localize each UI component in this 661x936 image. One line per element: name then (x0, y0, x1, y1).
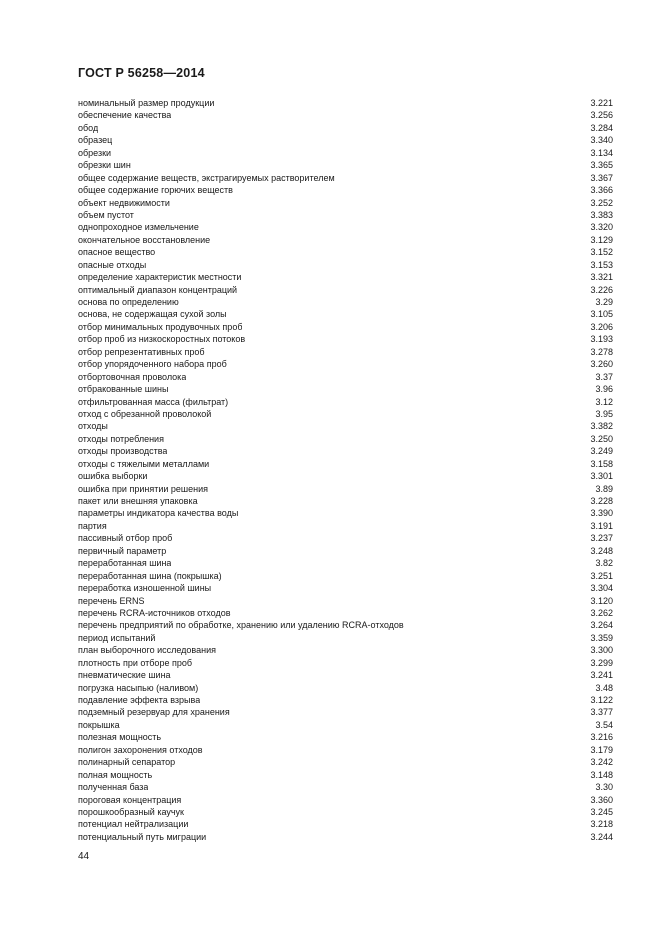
index-reference: 3.152 (590, 247, 613, 258)
index-term: определение характеристик местности (78, 272, 242, 283)
index-entry (78, 607, 613, 619)
index-term: подземный резервуар для хранения (78, 707, 230, 718)
index-reference: 3.244 (590, 831, 613, 842)
index-reference: 3.340 (590, 135, 613, 146)
index-term: потенциал нейтрализации (78, 819, 189, 830)
index-reference: 3.82 (595, 558, 613, 569)
index-reference: 3.367 (590, 172, 613, 183)
index-reference: 3.251 (590, 570, 613, 581)
index-reference: 3.300 (590, 645, 613, 656)
index-reference: 3.390 (590, 508, 613, 519)
index-reference: 3.179 (590, 744, 613, 755)
index-reference: 3.250 (590, 433, 613, 444)
index-entry (78, 557, 613, 569)
index-term: плотность при отборе проб (78, 657, 192, 668)
index-reference: 3.359 (590, 632, 613, 643)
index-term: пакет или внешняя упаковка (78, 496, 198, 506)
index-entry (78, 420, 613, 432)
index-reference: 3.134 (590, 147, 613, 158)
index-term: погрузка насыпью (наливом) (78, 682, 199, 693)
index-reference: 3.216 (590, 732, 613, 743)
index-reference: 3.365 (590, 160, 613, 171)
index-reference: 3.96 (595, 384, 613, 395)
index-term: переработанная шина (покрышка) (78, 570, 222, 581)
index-term: отбор упорядоченного набора проб (78, 359, 227, 370)
index-term: параметры индикатора качества воды (78, 508, 239, 519)
index-reference: 3.301 (590, 471, 613, 482)
index-entry (78, 818, 613, 830)
index-reference: 3.193 (590, 334, 613, 345)
index-term: отбортовочная проволока (78, 371, 187, 382)
index-reference: 3.158 (590, 458, 613, 469)
index-entry (78, 197, 613, 209)
index-term: объект недвижимости (78, 197, 170, 208)
index-entry (78, 383, 613, 395)
index-entry (78, 371, 613, 383)
index-term: план выборочного исследования (78, 645, 216, 656)
index-reference: 3.304 (590, 583, 613, 594)
index-entry (78, 682, 613, 694)
index-reference: 3.206 (590, 321, 613, 332)
index-reference: 3.120 (590, 595, 613, 606)
index-reference: 3.248 (590, 545, 613, 556)
index-reference: 3.360 (590, 794, 613, 805)
index-reference: 3.321 (590, 272, 613, 283)
index-term: ошибка при принятии решения (78, 483, 208, 494)
index-term: обрезки шин (78, 160, 131, 171)
index-term: полная мощность (78, 769, 153, 780)
index-reference: 3.105 (590, 309, 613, 320)
index-entry (78, 333, 613, 345)
index-entry (78, 769, 613, 781)
index-reference: 3.221 (590, 98, 613, 108)
index-entry (78, 346, 613, 358)
index-term: полинарный сепаратор (78, 757, 176, 768)
index-entry (78, 221, 613, 233)
index-reference: 3.377 (590, 707, 613, 718)
index-reference: 3.252 (590, 197, 613, 208)
index-term: обрезки (78, 147, 112, 158)
index-reference: 3.366 (590, 185, 613, 196)
index-term: основа по определению (78, 297, 179, 307)
index-entry (78, 483, 613, 495)
index-term: ошибка выборки (78, 471, 148, 482)
index-entry (78, 532, 613, 544)
index-entry (78, 781, 613, 793)
index-entry (78, 109, 613, 121)
index-reference: 3.260 (590, 359, 613, 370)
index-entry (78, 172, 613, 184)
index-entry (78, 284, 613, 296)
index-term: окончательное восстановление (78, 234, 211, 245)
index-term: объем пустот (78, 209, 134, 220)
index-entry (78, 520, 613, 532)
index-reference: 3.29 (595, 297, 613, 307)
index-entry (78, 657, 613, 669)
index-reference: 3.241 (590, 670, 613, 681)
term-index-list (78, 97, 613, 843)
index-entry (78, 507, 613, 519)
index-term: опасные отходы (78, 259, 147, 270)
index-term: отбор минимальных продувочных проб (78, 321, 243, 332)
index-reference: 3.148 (590, 769, 613, 780)
index-reference: 3.129 (590, 234, 613, 245)
index-entry (78, 831, 613, 843)
index-entry (78, 433, 613, 445)
index-reference: 3.383 (590, 209, 613, 220)
index-entry (78, 159, 613, 171)
index-entry (78, 396, 613, 408)
index-reference: 3.249 (590, 446, 613, 457)
index-entry (78, 209, 613, 221)
index-term: первичный параметр (78, 545, 167, 556)
index-entry (78, 756, 613, 768)
index-term: период испытаний (78, 632, 156, 643)
index-entry (78, 595, 613, 607)
index-reference: 3.382 (590, 421, 613, 432)
index-term: общее содержание веществ, экстрагируемых растворителем (78, 172, 335, 183)
index-entry (78, 619, 613, 631)
index-term: отбракованные шины (78, 384, 169, 395)
index-reference: 3.299 (590, 657, 613, 668)
index-term: обод (78, 122, 99, 133)
index-term: потенциальный путь миграции (78, 831, 207, 842)
document-header: ГОСТ Р 56258—2014 (78, 66, 205, 80)
index-reference: 3.245 (590, 806, 613, 817)
index-entry (78, 719, 613, 731)
index-entry (78, 259, 613, 271)
index-term: полученная база (78, 782, 149, 793)
index-reference: 3.48 (595, 682, 613, 693)
index-reference: 3.320 (590, 222, 613, 233)
index-term: партия (78, 520, 107, 531)
index-entry (78, 445, 613, 457)
index-term: перечень предприятий по обработке, хранению или удалению RCRA-отходов (78, 620, 404, 631)
index-entry (78, 184, 613, 196)
index-term: общее содержание горючих веществ (78, 185, 233, 196)
index-term: пороговая концентрация (78, 794, 182, 805)
index-term: переработка изношенной шины (78, 583, 212, 594)
index-entry (78, 794, 613, 806)
index-entry (78, 806, 613, 818)
index-term: отбор репрезентативных проб (78, 346, 205, 357)
index-entry (78, 296, 613, 308)
index-term: отбор проб из низкоскоростных потоков (78, 334, 246, 345)
index-entry (78, 408, 613, 420)
index-entry (78, 97, 613, 109)
index-term: отходы потребления (78, 433, 164, 444)
index-entry (78, 147, 613, 159)
index-reference: 3.228 (590, 496, 613, 506)
index-entry (78, 632, 613, 644)
index-term: опасное вещество (78, 247, 156, 258)
index-reference: 3.278 (590, 346, 613, 357)
index-entry (78, 134, 613, 146)
index-entry (78, 495, 613, 507)
index-term: основа, не содержащая сухой золы (78, 309, 227, 320)
index-reference: 3.89 (595, 483, 613, 494)
index-entry (78, 706, 613, 718)
index-reference: 3.122 (590, 695, 613, 705)
index-reference: 3.37 (595, 371, 613, 382)
index-term: отходы (78, 421, 108, 432)
index-term: отходы производства (78, 446, 168, 457)
index-term: отход с обрезанной проволокой (78, 408, 212, 419)
index-term: покрышка (78, 719, 120, 730)
index-entry (78, 458, 613, 470)
index-entry (78, 669, 613, 681)
index-term: полезная мощность (78, 732, 162, 743)
index-entry (78, 570, 613, 582)
page-number: 44 (78, 851, 90, 862)
index-term: подавление эффекта взрыва (78, 695, 201, 705)
index-reference: 3.30 (595, 782, 613, 793)
index-reference: 3.54 (595, 719, 613, 730)
index-term: пассивный отбор проб (78, 533, 173, 544)
index-entry (78, 582, 613, 594)
index-reference: 3.191 (590, 520, 613, 531)
index-term: отфильтрованная масса (фильтрат) (78, 396, 229, 407)
index-term: полигон захоронения отходов (78, 744, 203, 755)
index-reference: 3.264 (590, 620, 613, 631)
index-term: образец (78, 135, 113, 146)
index-entry (78, 744, 613, 756)
index-reference: 3.284 (590, 122, 613, 133)
index-term: обеспечение качества (78, 110, 172, 121)
index-entry (78, 694, 613, 706)
index-term: порошкообразный каучук (78, 806, 184, 817)
index-entry (78, 308, 613, 320)
index-term: переработанная шина (78, 558, 172, 569)
index-entry (78, 731, 613, 743)
index-term: отходы с тяжелыми металлами (78, 458, 210, 469)
index-entry (78, 358, 613, 370)
index-entry (78, 234, 613, 246)
index-reference: 3.256 (590, 110, 613, 121)
index-entry (78, 321, 613, 333)
index-reference: 3.95 (595, 408, 613, 419)
index-entry (78, 644, 613, 656)
index-reference: 3.153 (590, 259, 613, 270)
index-term: номинальный размер продукции (78, 98, 215, 108)
index-term: перечень RCRA-источников отходов (78, 607, 231, 618)
index-entry (78, 246, 613, 258)
index-reference: 3.218 (590, 819, 613, 830)
index-reference: 3.242 (590, 757, 613, 768)
index-reference: 3.226 (590, 284, 613, 295)
index-term: перечень ERNS (78, 595, 145, 606)
index-entry (78, 271, 613, 283)
index-entry (78, 470, 613, 482)
index-reference: 3.262 (590, 607, 613, 618)
index-term: пневматические шина (78, 670, 171, 681)
index-entry (78, 122, 613, 134)
index-reference: 3.12 (595, 396, 613, 407)
index-entry (78, 545, 613, 557)
index-reference: 3.237 (590, 533, 613, 544)
index-term: оптимальный диапазон концентраций (78, 284, 238, 295)
index-term: однопроходное измельчение (78, 222, 199, 233)
